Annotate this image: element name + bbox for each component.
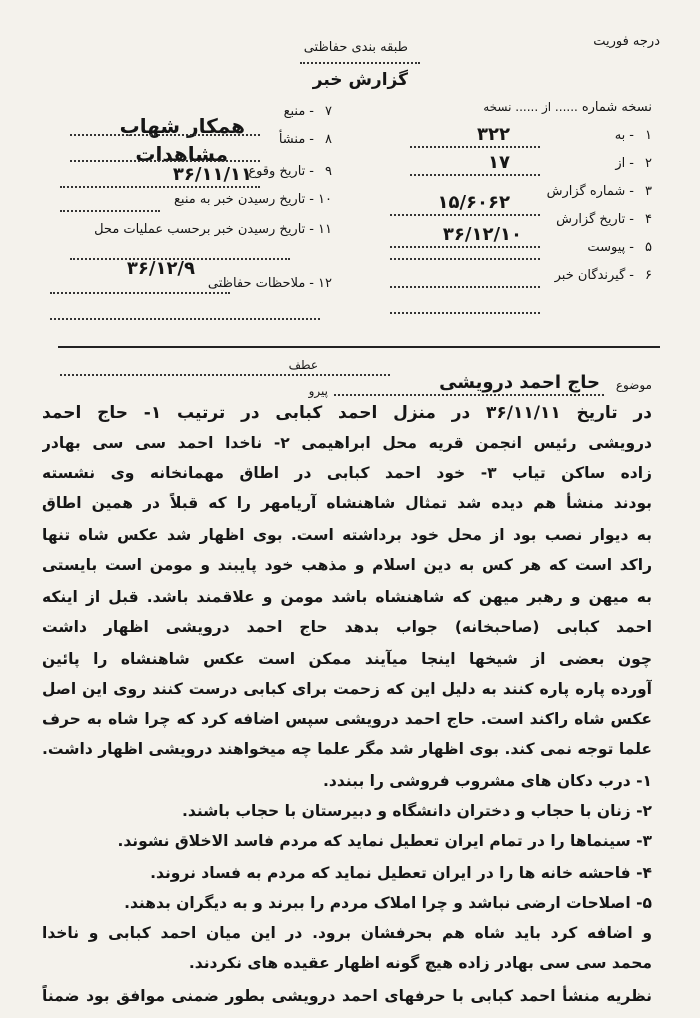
dotted-line	[390, 286, 540, 288]
dotted-line	[60, 374, 390, 376]
body-line: ۵- اصلاحات ارضی نباشد و چرا املاک مردم را ببرند و به دیگران بدهند.	[124, 894, 652, 912]
origin-value: مشاهدات	[135, 142, 228, 166]
from-value: ۱۷	[488, 152, 510, 173]
body-line: به دیوار نصب بود از محل خود برداشته است. بوی اظهار شد عکس شاه تنها	[42, 526, 652, 544]
classification-label: طبقه بندی حفاظتی	[303, 40, 408, 55]
body-line: محمد سی سی بهادر زاده هیچ گونه اظهار عقیده های نکردند.	[188, 954, 652, 972]
dotted-line	[60, 186, 260, 188]
occurrence-date-value: ۳۶/۱۱/۱۱	[172, 164, 252, 185]
field-value: ...... از ...... نسخه	[483, 100, 578, 114]
dotted-line	[390, 214, 540, 216]
field-label: به	[614, 128, 626, 143]
body-line: و اضافه کرد باید شاه هم بحرفشان برود. در این میان احمد کبابی و ناخدا	[42, 924, 652, 942]
dotted-line	[60, 210, 160, 212]
field-label: ملاحظات حفاظتی	[207, 276, 306, 291]
field-number: ۷	[325, 104, 332, 119]
body-line: ۴- فاحشه خانه ها را در ایران تعطیل نماید که مردم به فساد نروند.	[150, 864, 652, 882]
priority-label: درجه فوریت	[593, 34, 660, 49]
field-number: ۹	[325, 164, 332, 179]
dotted-line	[70, 160, 260, 162]
body-line: درویشی رئیس انجمن قریه محل ابراهیمی ۲- ناخدا احمد سی سی بهادر	[42, 434, 652, 452]
body-line: چون بعضی از شیخها اینجا میآیند ممکن است عکس شاهنشاه را پائین	[42, 650, 652, 668]
field-label: تاریخ وقوع	[248, 164, 306, 179]
subject-value: حاج احمد درویشی	[439, 372, 600, 393]
source-field: ۷ - منبع	[283, 104, 332, 119]
field-label: تاریخ رسیدن خبر برحسب عملیات محل	[94, 222, 306, 237]
report-date-field: ۴ - تاریخ گزارش	[556, 212, 652, 227]
to-field: ۱ - به	[614, 128, 652, 143]
dotted-line	[70, 134, 260, 136]
classification-dotted-line	[300, 62, 420, 64]
report-number-field: ۳ - شماره گزارش	[546, 184, 652, 199]
body-line: علما توجه نمی کند. بوی اظهار شد مگر علما چه میخواهند درویشی اظهار داشت.	[42, 740, 652, 758]
field-number: ۱۰	[318, 192, 332, 207]
body-line: آورده پاره پاره کنند به دلیل این که زحمت برای کبابی درست کنند روی این اصل	[42, 680, 652, 698]
field-label: تاریخ گزارش	[556, 212, 626, 227]
field-number: ۶	[645, 268, 652, 283]
body-line: ۳- سینماها را در تمام ایران تعطیل نماید که مردم فاسد الاخلاق نشوند.	[117, 832, 652, 850]
field-number: ۴	[645, 212, 652, 227]
dotted-line	[50, 292, 230, 294]
body-line: در تاریخ ۳۶/۱۱/۱۱ در منزل احمد کبابی در ترتیب ۱- حاج احمد	[42, 403, 652, 423]
body-line: ۱- درب دکان های مشروب فروشی را ببندد.	[323, 772, 652, 790]
field-number: ۱	[645, 128, 652, 143]
dotted-line	[410, 146, 540, 148]
field-label: شماره گزارش	[546, 184, 626, 199]
field-label: منبع	[283, 104, 306, 119]
recipients-field: ۶ - گیرندگان خبر	[554, 268, 652, 283]
field-number: ۵	[645, 240, 652, 255]
body-line: عکس شاه راکند است. حاج احمد درویشی سپس اضافه کرد که چرا شاه به حرف	[42, 710, 652, 728]
section-divider	[58, 346, 660, 348]
source-value: همکار شهاب	[119, 114, 245, 138]
attachment-field: ۵ - پیوست	[587, 240, 652, 255]
body-line: احمد کبابی (صاحبخانه) جواب بدهد حاج احمد درویشی اظهار داشت	[42, 618, 652, 636]
body-line: راکد است که هر کس به دین اسلام و مذهب خود پایبند و مومن است بایستی	[42, 556, 652, 574]
field-label: از	[615, 156, 626, 171]
report-number-value: ۱۵/۶۰۶۲	[437, 192, 510, 213]
source-received-date-field: ۱۰ - تاریخ رسیدن خبر به منبع	[173, 192, 332, 207]
body-line: زاده ساکن تیاب ۳- خود احمد کبابی در اطاق مهمانخانه وی نشسته	[42, 464, 652, 482]
to-value: ۳۲۲	[477, 124, 510, 145]
field-label: پیوست	[587, 240, 626, 255]
field-number: ۸	[325, 132, 332, 147]
ops-received-date-field: ۱۱ - تاریخ رسیدن خبر برحسب عملیات محل	[94, 222, 332, 237]
copy-number-field	[483, 100, 652, 115]
dotted-line	[334, 394, 604, 396]
occurrence-date-field: ۹ - تاریخ وقوع	[248, 164, 332, 179]
atf-label: عطف	[288, 358, 318, 372]
subject-label: موضوع	[615, 378, 652, 392]
field-label: منشأ	[278, 132, 306, 147]
field-label: گیرندگان خبر	[554, 268, 626, 283]
dotted-line	[390, 258, 540, 260]
body-line: نظریه منشأ احمد کبابی با حرفهای احمد درویشی بطور ضمنی موافق بود ضمناً	[42, 987, 652, 1005]
dotted-line	[410, 174, 540, 176]
body-line: بودند منشأ هم دیده شد تمثال شاهنشاه آریامهر را که قبلاً در همین اطاق	[42, 494, 652, 512]
dotted-line	[50, 318, 320, 320]
peyro-label: پیرو	[308, 384, 328, 398]
body-line: ۲- زنان با حجاب و دختران دانشگاه و دبیرستان با حجاب باشند.	[182, 802, 652, 820]
dotted-line	[390, 246, 540, 248]
dotted-line	[390, 312, 540, 314]
field-number: ۱۱	[318, 222, 332, 237]
field-number: ۱۲	[318, 276, 332, 291]
from-field: ۲ - از	[615, 156, 652, 171]
page-title: گزارش خبر	[312, 70, 408, 90]
security-notes-value: ۳۶/۱۲/۹	[126, 258, 195, 279]
body-line: به میهن و رهبر میهن که شاهنشاه باشد مومن و علاقمند باشد. قبل از اینکه	[42, 588, 652, 606]
field-number: ۲	[645, 156, 652, 171]
report-date-value: ۳۶/۱۲/۱۰	[442, 224, 522, 245]
field-label: تاریخ رسیدن خبر به منبع	[173, 192, 306, 207]
security-notes-field: ۱۲ - ملاحظات حفاظتی	[207, 276, 332, 291]
origin-field: ۸ - منشأ	[278, 132, 332, 147]
field-label: نسخه شماره	[581, 100, 652, 115]
field-number: ۳	[645, 184, 652, 199]
